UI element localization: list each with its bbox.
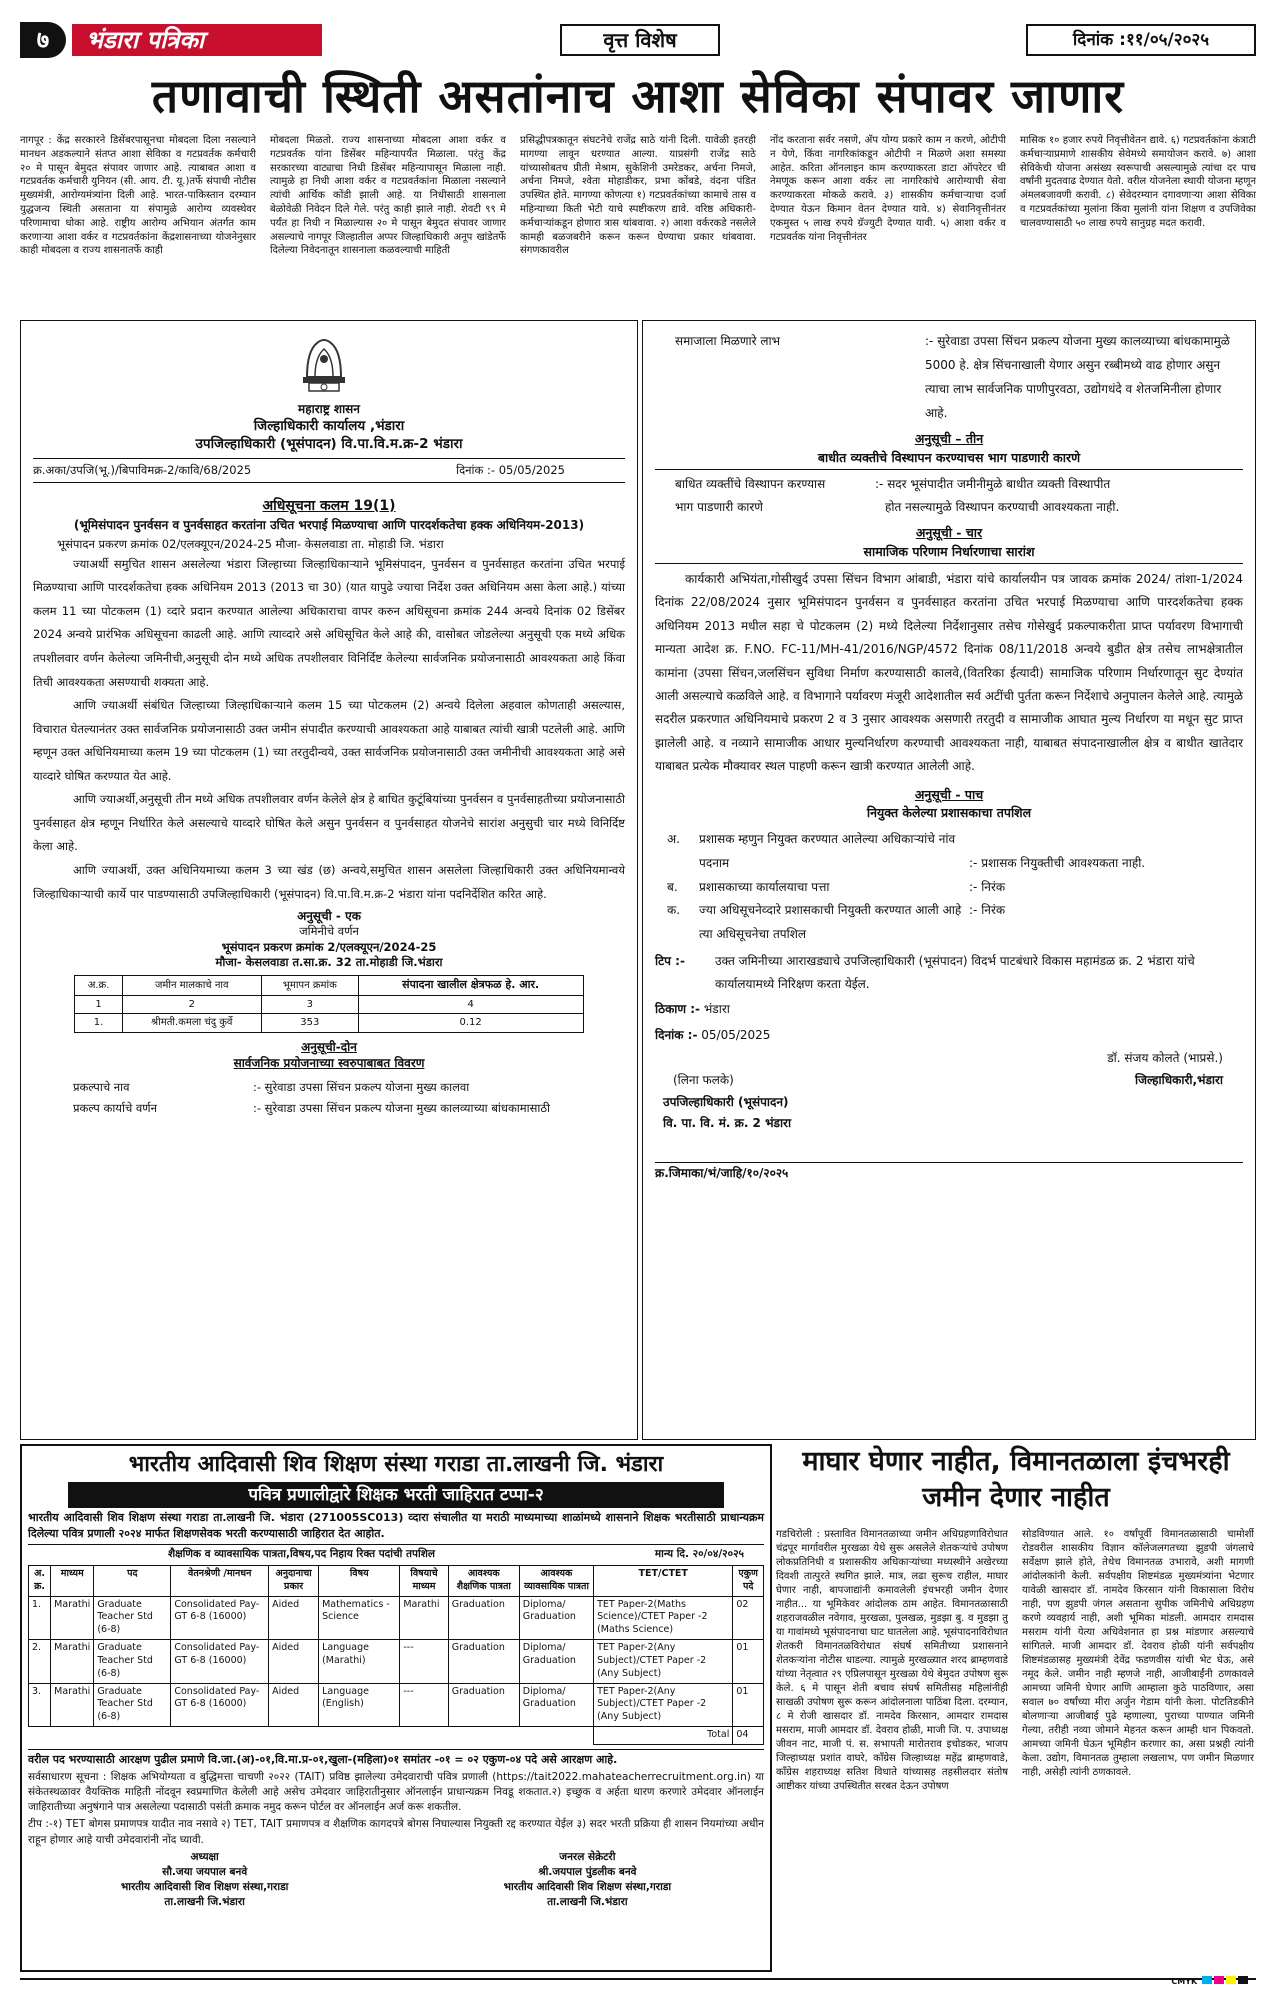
secretary-name: श्री.जयपाल पुंडलीक बनवे xyxy=(538,1866,637,1879)
table-cell: Graduation xyxy=(448,1640,519,1683)
header-cell: पद xyxy=(94,1566,171,1597)
item-label: प्रशासकाच्या कार्यालयाचा पत्ता xyxy=(699,879,830,894)
table-cell: Aided xyxy=(269,1596,319,1639)
schedule-4-text: कार्यकारी अभियंता,गोसीखुर्द उपसा सिंचन विभाग आंबाडी, भंडारा यांचे कार्यालयीन पत्र जावक क्रमांक 2024/ तांशा-1/2024 दिनांक 22/08/2024 नुसार भूमिसंपादन पुनर्वसन व पुनर्वसाहत करतांना उचित भरपाई मिळण्याचा आणि पारदर्शकतेचा हक्क अधिनियम 2013 मधील सहा चे पोटकलम (2) मध्ये दिलेल्या निर्देशानुसार तसेच गोसेखुर्द प्रकल्पाकरीता प्राप्त पर्यावरण विभागाची मान्यता आदेश क्र. F.NO. FC-11/MH-41/2016/NGP/4572 दिनांक 08/11/2018 अन्वये बुडीत क्षेत्र तसेच लाभक्षेत्रातील कामांना (उपसा सिंचन,जलसिंचन सुविधा निर्माण करण्यासाठी कालवे,(वितरिका ईत्यादी) सामाजिक परिणाम निर्धारणातून सुट देण्यांत आली असल्याचे कळविले आहे. व विभागाने पर्यावरण मंजूरी आदेशातील सर्व अटींची पुर्तता करून निर्देशाचे अनुपालन केलेले आहे. त्यामुळे सदरील प्रकरणात अधिनियमाचे प्रकरण 2 व 3 नुसार आवश्यक असणारी तरतुदी व सामाजीक आघात मुल्य निर्धारण या मधून सुट प्राप्त झालेली आहे. व नव्याने सामाजीक आधार मुल्यनिर्धारण करण्याची आवश्यकता नाही, याबाबत संपादनाखालील क्षेत्र व बाधीत खातेदार याबाबत प्रत्येक मौक्यावर स्थल पाहणी करून खात्री करण्यात आलेली आहे. xyxy=(655,572,1243,774)
header-cell: आवश्यक व्यावसायिक पात्रता xyxy=(519,1566,593,1597)
table-cell: Aided xyxy=(269,1640,319,1683)
item-mark: ब. xyxy=(667,879,678,894)
cmyk-registration-mark xyxy=(1171,1976,1248,1988)
story-column-1: नागपूर : केंद्र सरकारने डिसेंबरपासूनचा मोबदला दिला नसल्याने मानधन अडकल्याने संतप्त आशा सेविका व गटप्रवर्तक कर्मचारी २० मे पासून बेमुदत संपावर जाणार आहे. त्याबाबत आशा व गटप्रवर्तक कर्मचारी युनियन (सी. आय. टी. यू.)तर्फे संपाची नोटीस मुख्यमंत्री, आरोग्यमंत्र्यांना दिली आहे. भारत-पाकिस्तान दरम्यान युद्धजन्य स्थिती असताना या संपामुळे आरोग्य व्यवस्थेवर परिणामाचा धोका आहे. राष्ट्रीय आरोग्य अभियान अंतर्गत काम करणाऱ्या आशा वर्कर व गटप्रवर्तकांना केंद्रशासनाच्या योजनेनुसार काही मोबदला व राज्य शासनातर्फे काही xyxy=(20,135,256,257)
date-row xyxy=(655,1022,1243,1048)
header-cell: विषय xyxy=(319,1566,400,1597)
table-cell: TET Paper-2(Any Subject)/CTET Paper -2 (Any Subject) xyxy=(594,1683,733,1726)
note-row xyxy=(655,950,1243,996)
general-instructions: सर्वसाधारण सूचना : शिक्षक अभियोग्यता व बुद्धिमत्ता चाचणी २०२२ (TAIT) प्रविष्ठ झालेल्या उमेदवाराची पवित्र प्रणाली (https://tait2022.mahateacherrecruitment.org.in) या संकेतस्थळावर वैयक्तिक माहिती नोंदवून स्वप्रमाणित केलेली आहे असेच उमेदवार जाहिरातीनुसार ऑनलाईन प्राधान्यक्रम निवडू शकतात.२) इच्छुक व अर्हता धारण करणारे उमेदवार ऑनलाईन जाहिरातीच्या अनुषंगाने पात्र असलेल्या पदासाठी पसंती क्रमाक नमुद करून पोर्टल वर ऑनलाईन अर्ज करू शकतील. xyxy=(28,1770,764,1814)
table-row xyxy=(29,1683,764,1726)
reference-number: क्र.अका/उपजि(भू.)/बिपाविमक्र-2/कावि/68/2025 xyxy=(33,462,252,477)
index-cell: 3 xyxy=(261,995,358,1014)
table-cell: 1. xyxy=(75,1014,122,1033)
president-name: सौ.जया जयपाल बनवे xyxy=(162,1866,248,1879)
secretary-signature xyxy=(411,1850,764,1911)
displace-row xyxy=(655,474,1243,496)
item-mark: अ. xyxy=(667,832,680,847)
table-cell: Consolidated Pay-GT 6-8 (16000) xyxy=(171,1683,269,1726)
president-org: भारतीय आदिवासी शिव शिक्षण संस्था,गराडा xyxy=(120,1881,289,1894)
schedule-1-case: भूसंपादन प्रकरण क्रमांक 2/एलक्यूएन/2024-25 xyxy=(221,939,437,954)
schedule-1-subtitle: जमिनीचे वर्णन xyxy=(299,924,359,939)
land-table xyxy=(74,975,583,1033)
cyan-swatch xyxy=(1202,1976,1212,1984)
total-label: Total xyxy=(594,1726,733,1744)
date-value: 05/05/2025 xyxy=(701,1027,771,1042)
table-cell: Language (Marathi) xyxy=(319,1640,400,1683)
newspaper-name: भंडारा पत्रिका xyxy=(72,24,322,56)
table-cell: Consolidated Pay-GT 6-8 (16000) xyxy=(171,1596,269,1639)
table-cell: 353 xyxy=(261,1014,358,1033)
table-cell: 01 xyxy=(733,1683,764,1726)
reservation-note: वरील पद भरण्यासाठी आरक्षण पुढील प्रमाणे वि.जा.(अ)-०१,वि.मा.प्र-०१,खुला-(महिला)०१ समांतर -०१ = ०२ एकुण-०४ पदे असे आरक्षण आहे. xyxy=(28,1749,764,1768)
notice-footer-reference: क्र.जिमाका/भं/जाहि/१०/२०२५ xyxy=(655,1162,1243,1181)
story-column-4: नोंद करताना सर्वर नसणे, ॲप योग्य प्रकारे काम न करणे, ओटीपी न येणे, किंवा नागरिकांकडून ओटीपी न मिळणे अशा समस्या आहेत. करिता ऑनलाइन काम करण्याकरता डाटा ऑपरेटर ची नेमणूक करून आशा वर्कर ला नागरिकांचे आरोग्याची सेवा करण्याकरता मोकळे करावे. ३) शासकीय कर्मचाऱ्याचा दर्जा देण्यात येऊन किमान वेतन देण्यात यावे. ४) सेवानिवृत्तीनंतर एकमुस्त ५ लाख रुपये ग्रॅज्युटी देण्यात यावी. ५) आशा वर्कर व गटप्रवर्तक यांना निवृत्तीनंतर xyxy=(770,135,1006,243)
project-work-label: प्रकल्प कार्याचे वर्णन xyxy=(73,1100,158,1115)
header-cell: विषयाचे माध्यम xyxy=(400,1566,448,1597)
table-cell: --- xyxy=(400,1683,448,1726)
schedule-1-title: अनुसूची - एक xyxy=(297,909,361,924)
item-value: :- प्रशासक नियुक्तीची आवश्यकता नाही. xyxy=(969,856,1146,871)
ad-title: भारतीय आदिवासी शिव शिक्षण संस्था गराडा ता.लाखनी जि. भंडारा xyxy=(128,1452,664,1477)
item-value: :- निरंक xyxy=(969,903,1006,918)
ad-table-caption: शैक्षणिक व व्यावसायिक पात्रता,विषय,पद निहाय रिक्त पदांची तपशिल xyxy=(168,1547,435,1560)
list-item xyxy=(655,899,1243,946)
notice-reference xyxy=(33,463,625,479)
index-cell: 1 xyxy=(75,995,122,1014)
header-cell: वेतनश्रेणी /मानधन xyxy=(171,1566,269,1597)
reason-label: भाग पाडणारी कारणे xyxy=(675,500,763,515)
secretary-place: ता.लाखनी जि.भंडारा xyxy=(547,1896,628,1909)
header-cell: TET/CTET xyxy=(594,1566,733,1597)
table-row xyxy=(29,1640,764,1683)
table-row xyxy=(29,1596,764,1639)
table-cell: Graduate Teacher Std (6-8) xyxy=(94,1640,171,1683)
header-cell: अ. क्र. xyxy=(29,1566,51,1597)
project-name-value: :- सुरेवाडा उपसा सिंचन प्रकल्प योजना मुख्य कालवा xyxy=(253,1080,470,1095)
header-cell: माध्यम xyxy=(51,1566,94,1597)
schedule-2-subtitle: सार्वजनिक प्रयोजनाच्या स्वरुपाबाबत विवरण xyxy=(233,1055,425,1070)
recruitment-ad xyxy=(20,1444,772,1972)
table-cell: Mathematics -Science xyxy=(319,1596,400,1639)
header-cell: जमीन मालकाचे नाव xyxy=(122,975,261,995)
schedule-4-title: अनुसूची - चार xyxy=(915,525,983,541)
table-cell: Graduation xyxy=(448,1596,519,1639)
schedule-3-subtitle: बाधीत व्यक्तीचे विस्थापन करण्याचस भाग पाडणारी कारणे xyxy=(655,450,1243,470)
total-value: 04 xyxy=(733,1726,764,1744)
table-cell: Graduate Teacher Std (6-8) xyxy=(94,1683,171,1726)
airport-story xyxy=(776,1444,1256,1972)
airport-story-column-1: गडचिरोली : प्रस्तावित विमानतळाच्या जमीन अधिग्रहणाविरोधात चंद्रपूर मार्गावरील मुरखळा येथे सुरू असलेले शेतकऱ्यांचे उपोषण लोकप्रतिनिधी व प्रशासकीय अधिकाऱ्यांच्या मध्यस्थीने अखेरच्या दिवशी तात्पुरते स्थगित झाले. मात्र, लढा सुरूच राहील, माघार घेणार नाही, बापजाद्यांनी कमावलेली इंचभरही जमीन देणार नाहीत... या भूमिकेवर आंदोलक ठाम आहेत. विमानतळासाठी शहराजवळील नवेगाव, मुरखळा, पुलखळ, मुडझा बु. व मुडझा तु या गावांमध्ये भूसंपादनाचा घाट घातलेला आहे. भूसंपादनाविरोधात शेतकरी विमानतळविरोधात संघर्ष समितीच्या प्रशासनाने शेतकऱ्यांना नोटीस धाडल्या. त्यामुळे मुरखळ्यात शरद ब्राम्हणवाडे यांच्या नेतृत्वात २९ एप्रिलपासून मुरखळा येथे बेमुदत उपोषण सुरू केले. ६ मे पासून शेती बचाव संघर्ष समितीसह महिलांनीही साखळी उपोषण सुरू करून आंदोलनाला पाठिंबा दिला. दरम्यान, ८ मे रोजी खासदार डॉ. नामदेव किरसान, आमदार रामदास मसराम, माजी आमदार डॉ. देवराव होळी, माजी जि. प. उपाध्यक्ष जीवन नाट, माजी पं. स. सभापती मारोतराव इचोडकर, भाजप जिल्हाध्यक्ष प्रशांत वाघरे, काँग्रेस जिल्हाध्यक्ष महेंद्र ब्राम्हणवाडे, काँग्रेस शहराध्यक्ष सतिश विधाते यांच्यासह तहसीलदार संतोष आष्टीकर यांच्या उपस्थितीत सरबत देऊन उपोषण xyxy=(776,1529,1008,1792)
header-cell: अ.क्र. xyxy=(75,975,122,995)
ad-signatures xyxy=(28,1850,764,1911)
secretary-role: जनरल सेक्रेटरी xyxy=(559,1850,616,1863)
page-number: ७ xyxy=(20,22,66,58)
header-cell: आवश्यक शैक्षणिक पात्रता xyxy=(448,1566,519,1597)
total-row xyxy=(29,1726,764,1744)
ad-table-caption-row xyxy=(28,1544,764,1561)
vacancy-table xyxy=(28,1565,764,1745)
table-cell: Graduate Teacher Std (6-8) xyxy=(94,1596,171,1639)
project-name-row xyxy=(33,1077,625,1098)
land-table-index-row xyxy=(75,995,583,1014)
table-cell: TET Paper-2(Maths Science)/CTET Paper -2 (Maths Science) xyxy=(594,1596,733,1639)
schedule-1-village: मौजा- केसलवाडा त.सा.क्र. 32 ता.मोहाडी जि.भंडारा xyxy=(215,955,443,970)
note-text: उक्त जमिनीच्या आराखड्याचे उपजिल्हाधिकारी (भूसंपादन) विदर्भ पाटबंधारे विकास महामंडळ क्र. 2 भंडारा यांचे कार्यालयामध्ये निरिक्षण करता येईल. xyxy=(715,953,1195,991)
story-column-3: प्रसिद्धीपत्रकातून संघटनेचे राजेंद्र साठे यांनी दिली. यावेळी इतरही मागण्या लावून धरण्यात आल्या. याप्रसंगी राजेंद्र साठे यांच्यासोबतच प्रीती मेश्राम, सुकेशिनी उमरेडकर, अर्चना निमजे, अर्चना निमजे, श्वेता मोहाडीकर, प्रभा कोंबडे, वंदना पंडित उपस्थित होते. मागण्या कोणत्या १) गटप्रवर्तकांच्या कामाचे तास व महिन्याच्या किती भेटी याचे स्पष्टीकरण द्यावे. वरिष्ठ अधिकारी-कर्मचाऱ्यांकडून होणारा त्रास थांबवावा. २) आशा वर्करकडे नसलेले कामही बळजबरीने करून करून घेण्याचा प्रकार थांबवावा. संगणकावरील xyxy=(520,135,756,257)
place-label: ठिकाण :- xyxy=(655,1001,701,1016)
table-cell: Consolidated Pay-GT 6-8 (16000) xyxy=(171,1640,269,1683)
schedule-5-title: अनुसूची - पाच xyxy=(914,786,984,802)
notice-title: अधिसूचना कलम 19(1) xyxy=(262,498,396,515)
black-swatch xyxy=(1238,1976,1248,1984)
notice-header-department: उपजिल्हाधिकारी (भूसंपादन) वि.पा.वि.म.क्र-2 भंडारा xyxy=(195,436,463,453)
schedule-5-subtitle: नियुक्त केलेल्या प्रशासकाचा तपशिल xyxy=(866,805,1032,821)
schedule-3-title: अनुसूची – तीन xyxy=(914,431,984,446)
govt-notice-left xyxy=(20,320,638,1440)
note-label: टिप :- xyxy=(655,953,685,968)
cmyk-label: CMYK xyxy=(1171,1977,1198,1986)
date-label: दिनांक :- xyxy=(655,1027,698,1042)
table-cell: श्रीमती.कमला चंदु कुर्वे xyxy=(122,1014,261,1033)
issue-date: दिनांक :११/०५/२०२५ xyxy=(1026,24,1256,56)
table-row xyxy=(75,1014,583,1033)
item-mark: क. xyxy=(667,903,681,918)
notice-header-office: जिल्हाधिकारी कार्यालय ,भंडारा xyxy=(253,418,405,435)
schedule-4-subtitle: सामाजिक परिणाम निर्धारणाचा सारांश xyxy=(655,544,1243,564)
notice-body xyxy=(33,401,625,1119)
ad-table-date: मान्य दि. २०/०४/२०२५ xyxy=(654,1547,744,1560)
state-emblem-icon xyxy=(289,329,359,395)
header-cell: संपादना खालील क्षेत्रफळ हे. आर. xyxy=(358,975,583,995)
airport-story-headline: माघार घेणार नाहीत, विमानतळाला इंचभरही जमीन देणार नाहीत xyxy=(802,1446,1230,1513)
item-label: प्रशासक म्हणुन नियुक्त करण्यात आलेल्या अधिकाऱ्यांचे नांव पदनाम xyxy=(699,832,956,870)
displace-value: :- सदर भूसंपादीत जमीनीमुळे बाधीत व्यक्ती विस्थापीत xyxy=(875,476,1111,491)
notice-subtitle: (भूमिसंपादन पुनर्वसन व पुनर्वसाहत करतांना उचित भरपाई मिळण्याचा आणि पारदर्शकतेचा हक्क अधिनियम-2013) xyxy=(73,518,585,533)
section-name: वृत्त विशेष xyxy=(560,24,720,56)
table-cell: Language (English) xyxy=(319,1683,400,1726)
place-value: भंडारा xyxy=(703,1001,730,1016)
notice-header-state: महाराष्ट्र शासन xyxy=(298,402,360,416)
reason-row xyxy=(655,495,1243,519)
vacancy-table-header xyxy=(29,1566,764,1597)
list-item xyxy=(655,876,1243,899)
place-row xyxy=(655,996,1243,1022)
table-cell: 3. xyxy=(29,1683,51,1726)
notice-paragraph-4: आणि ज्याअर्थी, उक्त अधिनियमाच्या कलम 3 च्या खंड (छ) अन्वये,समुचित शासन असलेला जिल्हाधिकारी उक्त अधिनियमान्वये जिल्हाधिकाऱ्याची कार्ये पार पाडण्यासाठी उपजिल्हाधिकारी (भूसंपादन) वि.पा.वि.म.क्र-2 भंडारा यांना पदनिर्देशित करित आहे. xyxy=(33,863,625,901)
table-cell: 02 xyxy=(733,1596,764,1639)
secretary-org: भारतीय आदिवासी शिव शिक्षण संस्था,गराडा xyxy=(503,1881,672,1894)
table-cell: Diploma/ Graduation xyxy=(519,1640,593,1683)
item-label: ज्या अधिसूचनेव्दारे प्रशासकाची नियुक्ती करण्यात आली आहे त्या अधिसूचनेचा तपशिल xyxy=(699,903,962,941)
ad-intro: भारतीय आदिवासी शिव शिक्षण संस्था गराडा ता.लाखनी जि. भंडारा (271005SC013) व्दारा संचालीत या मराठी माध्यमाच्या शाळांमध्ये शासनाने शिक्षक भरतीसाठी प्राधान्यक्रम दिलेल्या पवित्र प्रणाली २०२४ मार्फत शिक्षणसेवक भरती करण्यासाठी जाहिरात देत आहोत. xyxy=(28,1511,764,1540)
president-signature xyxy=(28,1850,381,1911)
signature-block xyxy=(655,1048,1243,1158)
schedule-2-title: अनुसूची-दोन xyxy=(301,1039,357,1054)
table-cell: Diploma/ Graduation xyxy=(519,1683,593,1726)
header-cell: भूमापन क्रमांक xyxy=(261,975,358,995)
project-name-label: प्रकल्पाचे नाव xyxy=(73,1080,130,1095)
land-table-header xyxy=(75,975,583,995)
yellow-swatch xyxy=(1226,1976,1236,1984)
reference-date: दिनांक :- 05/05/2025 xyxy=(456,462,565,477)
reason-value: होत नसल्यामुळे विस्थापन करण्याची आवश्यकता नाही. xyxy=(885,500,1120,515)
president-place: ता.लाखनी जि.भंडारा xyxy=(164,1896,245,1909)
deputy-collector-title: उपजिल्हाधिकारी (भूसंपादन) xyxy=(663,1094,789,1109)
president-role: अध्यक्षा xyxy=(190,1850,219,1863)
collector-signature xyxy=(1107,1048,1223,1091)
project-work-row xyxy=(33,1098,625,1119)
notice-paragraph-1: ज्याअर्थी समुचित शासन असलेल्या भंडारा जिल्हाच्या जिल्हाधिकाऱ्याने भूमिसंपादन, पुनर्वसन व पुनर्वसाहत करतांना उचित भरपाई मिळण्याचा आणि पारदर्शकतेचा हक्क अधिनियम 2013 (2013 चा 30) (यात यापुढे ज्याचा निर्देश उक्त अधिनियम असा केला आहे.) यांच्या कलम 11 च्या पोटकलम (1) व्दारे प्रदान करण्यात आलेल्या अधिकाराचा वापर करुन अधिसूचना क्रमांक 244 अन्वये दिनांक 02 डिसेंबर 2024 अन्वये प्रारंभिक अधिसूचना काढली आहे. आणि त्याव्दारे असे अधिसूचित केले आहे की, वासोबत जोडलेल्या अनुसूची एक मध्ये अधिक तपशीलवार वर्णन केलेल्या जमिनीची,अनुसूची दोन मध्ये अधिक तपशीलवार विनिर्दिष्ट केलेल्या सार्वजनिक प्रयोजनासाठी आवश्यकता आहे किंवा तिची आवश्यकता असण्याची शक्यता आहे. xyxy=(33,556,625,689)
table-cell: Graduation xyxy=(448,1683,519,1726)
collector-title: जिल्हाधिकारी,भंडारा xyxy=(1134,1072,1223,1087)
airport-story-column-2: सोडविण्यात आले. १० वर्षांपूर्वी विमानतळासाठी चामोर्शी रोडवरील शासकीय विज्ञान कॉलेजलगतच्या झुडपी जंगलाचे सर्वेक्षण झाले होते, तेथेच विमानतळ उभारावे, अशी मागणी आंदोलकांनी केली. सर्वपक्षीय शिष्टमंडळ मुख्यमंत्र्यांना भेटणार यावेळी खासदार डॉ. नामदेव किरसान यांनी विकासाला विरोध नाही, पण झुडपी जंगल असताना सुपीक जमिनीचे अधिग्रहण करणे व्यवहार्य नाही, अशी भूमिका मांडली. आमदार रामदास मसराम यांनी येत्या अधिवेशनात हा प्रश्न मांडणार असल्याचे सांगितले. माजी आमदार डॉ. देवराव होळी यांनी सर्वपक्षीय शिष्टमंडळासह मुख्यमंत्री देवेंद्र फडणवीस यांची भेट घेऊ, असे नमूद केले. जमीन नाही म्हणजे नाही, आजीबाईंनी ठणकावले आमच्या जमिनी घेणार आणि आम्हाला कुठे पाठविणार, असा सवाल ७० वर्षांच्या मीरा अर्जुन गेडाम यांनी केला. पोटतिडकीने बोलणाऱ्या आजीबाई पुढे म्हणाल्या, पुराच्या पाण्यात जमिनी गेल्या, तरीही नव्या जोमाने मेहनत करून आम्ही धान पिकवतो. आमच्या जमिनी घेऊन भूमिहीन करणार का, असा प्रश्नही त्यांनी केला. उद्योग, विमानतळ तुम्हाला लखलाभ, पण जमीन मिळणार नाही, असेही त्यांनी ठणकावले. xyxy=(1022,1529,1254,1778)
table-cell: TET Paper-2(Any Subject)/CTET Paper -2 (Any Subject) xyxy=(594,1640,733,1683)
displace-label: बाधित व्यक्तींचे विस्थापन करण्यास xyxy=(675,476,826,491)
masthead xyxy=(20,22,1256,58)
header-cell: अनुदानाचा प्रकार xyxy=(269,1566,319,1597)
list-item xyxy=(655,828,1243,875)
case-line: भूसंपादन प्रकरण क्रमांक 02/एलक्यूएन/2024-25 मौजा- केसलवाडा ता. मोहाडी जि. भंडारा xyxy=(57,537,444,552)
collector-name: डॉ. संजय कोलते (भाप्रसे.) xyxy=(1107,1051,1223,1066)
table-cell: Marathi xyxy=(51,1640,94,1683)
index-cell: 4 xyxy=(358,995,583,1014)
notice-paragraph-3: आणि ज्याअर्थी,अनुसूची तीन मध्ये अधिक तपशीलवार वर्णन केलेले क्षेत्र हे बाधित कुटूंबियांच्या पुनर्वसन व पुनर्वसाहतीच्या प्रयोजनासाठी पुनर्वसाहत क्षेत्र म्हणून निर्धारित केले असल्याचे याव्दारे घोषित केले असुन पुनर्वसन व पुनर्वसाहत योजनेचे सारांश अनुसुची चार मध्ये विनिर्दिष्ट केला आहे. xyxy=(33,792,625,854)
notice-paragraph-2: आणि ज्याअर्थी संबंधित जिल्हाच्या जिल्हाधिकाऱ्याने कलम 15 च्या पोटकलम (2) अन्वये दिलेला अहवाल कोणताही असल्यास, विचारात घेतल्यानंतर उक्त सार्वजनिक प्रयोजनासाठी उक्त जमीन संपादीत करण्याची आवश्यकता आहे याबाबत त्यांची खात्री पटलेली आहे. आणि म्हणून उक्त अधिनियमाच्या कलम 19 च्या पोटकलम (1) च्या तरतुदीन्वये, उक्त सार्वजनिक प्रयोजनासाठी उक्त जमीनीची आवश्यकता आहे असे याव्दारे घोषित करण्यात येत आहे. xyxy=(33,698,625,783)
ad-tip: टीप :-१) TET बोगस प्रमाणपत्र यादीत नाव नसावे २) TET, TAIT प्रमाणपत्र व शैक्षणिक कागदपत्रे बोगस निघाल्यास नियुक्ती रद्द करण्यात येईल ३) सदर भरती प्रक्रिया ही शासन नियमांच्या अधीन राहून होणार आहे याची उमेदवारांनी नोंद घ्यावी. xyxy=(28,1818,764,1846)
table-cell: Marathi xyxy=(400,1596,448,1639)
table-cell: 1. xyxy=(29,1596,51,1639)
deputy-collector-name: (लिना फलके) xyxy=(673,1073,734,1088)
deputy-collector-signature xyxy=(663,1070,791,1135)
benefit-label: समाजाला मिळणारे लाभ xyxy=(675,334,781,348)
table-cell: Diploma/ Graduation xyxy=(519,1596,593,1639)
table-cell: 01 xyxy=(733,1640,764,1683)
header-cell: एकुण पदे xyxy=(733,1566,764,1597)
benefit-value: :- सुरेवाडा उपसा सिंचन प्रकल्प योजना मुख्य कालव्याच्या बांधकामामुळे 5000 हे. क्षेत्र सिंचनाखाली येणार असुन रब्बीमध्ये वाढ होणार असुन त्याचा लाभ सार्वजनिक पाणीपुरवठा, उद्योगधंदे व शेतजमिनीला होणार आहे. xyxy=(925,334,1230,420)
item-value: :- निरंक xyxy=(969,879,1006,894)
top-story xyxy=(20,134,1256,314)
deputy-collector-office: वि. पा. वि. मं. क्र. 2 भंडारा xyxy=(663,1116,792,1131)
ad-subtitle: पवित्र प्रणालीद्वारे शिक्षक भरती जाहिरात टप्पा-२ xyxy=(68,1482,724,1508)
administrator-list xyxy=(655,828,1243,946)
table-cell: 0.12 xyxy=(358,1014,583,1033)
story-column-5: मासिक १० हजार रुपये निवृत्तीवेतन द्यावे. ६) गटप्रवर्तकांना कंत्राटी कर्मचाऱ्याप्रमाणे शासकीय सेवेमध्ये समायोजन करावे. ७) आशा सेविकेची योजना असंख्य स्वरूपाची असल्यामुळे त्यांचा दर पाच वर्षांनी मुदतवाढ देण्यात येतो. वरील योजनेला स्थायी योजना म्हणून अंमलबजावणी करावी. ८) सेवेदरम्यान दगावणाऱ्या आशा सेविका व गटप्रवर्तकांच्या मुलांना किंवा मुलांनी यांना शिक्षण व उपजिवेका चालवण्यासाठी ५० लाख रुपये सानुग्रह मदत करावी. xyxy=(1020,135,1256,229)
benefit-row xyxy=(655,329,1243,425)
govt-notice-right xyxy=(642,320,1256,1440)
story-column-2: मोबदला मिळतो. राज्य शासनाच्या मोबदला आशा वर्कर व गटप्रवर्तक यांना डिसेंबर महिन्यापर्यंत मिळाला. परंतु केंद्र सरकारच्या वाट्याचा निधी डिसेंबर महिन्यापासून मिळाला नाही. त्यामुळे हा निधी आशा वर्कर व गटप्रवर्तकांना मिळाला नसल्याने त्यांची आर्थिक कोंडी झाली आहे. या निधीसाठी शासनाला बेळोवेळी निवेदन दिले गेले. परंतु काही झाले नाही. शेवटी ९९ मे पर्यंत हा निधी न मिळाल्यास २० मे पासून बेमुदत संपावर जाणार असल्याचे नागपूर जिल्हातील अप्पर जिल्हाधिकारी अनूप खांडेतर्फे दिलेल्या निवेदनातून शासनाला कळवल्याची माहिती xyxy=(270,135,506,257)
table-cell: Marathi xyxy=(51,1683,94,1726)
main-headline: तणावाची स्थिती असतांनाच आशा सेविका संपावर जाणार xyxy=(151,69,1125,123)
project-work-value: :- सुरेवाडा उपसा सिंचन प्रकल्प योजना मुख्य कालव्याच्या बांधकामासाठी xyxy=(253,1100,551,1115)
table-cell: Aided xyxy=(269,1683,319,1726)
footer-rule xyxy=(20,1978,1256,1988)
magenta-swatch xyxy=(1214,1976,1224,1984)
table-cell: Marathi xyxy=(51,1596,94,1639)
index-cell: 2 xyxy=(122,995,261,1014)
table-cell: --- xyxy=(400,1640,448,1683)
table-cell: 2. xyxy=(29,1640,51,1683)
